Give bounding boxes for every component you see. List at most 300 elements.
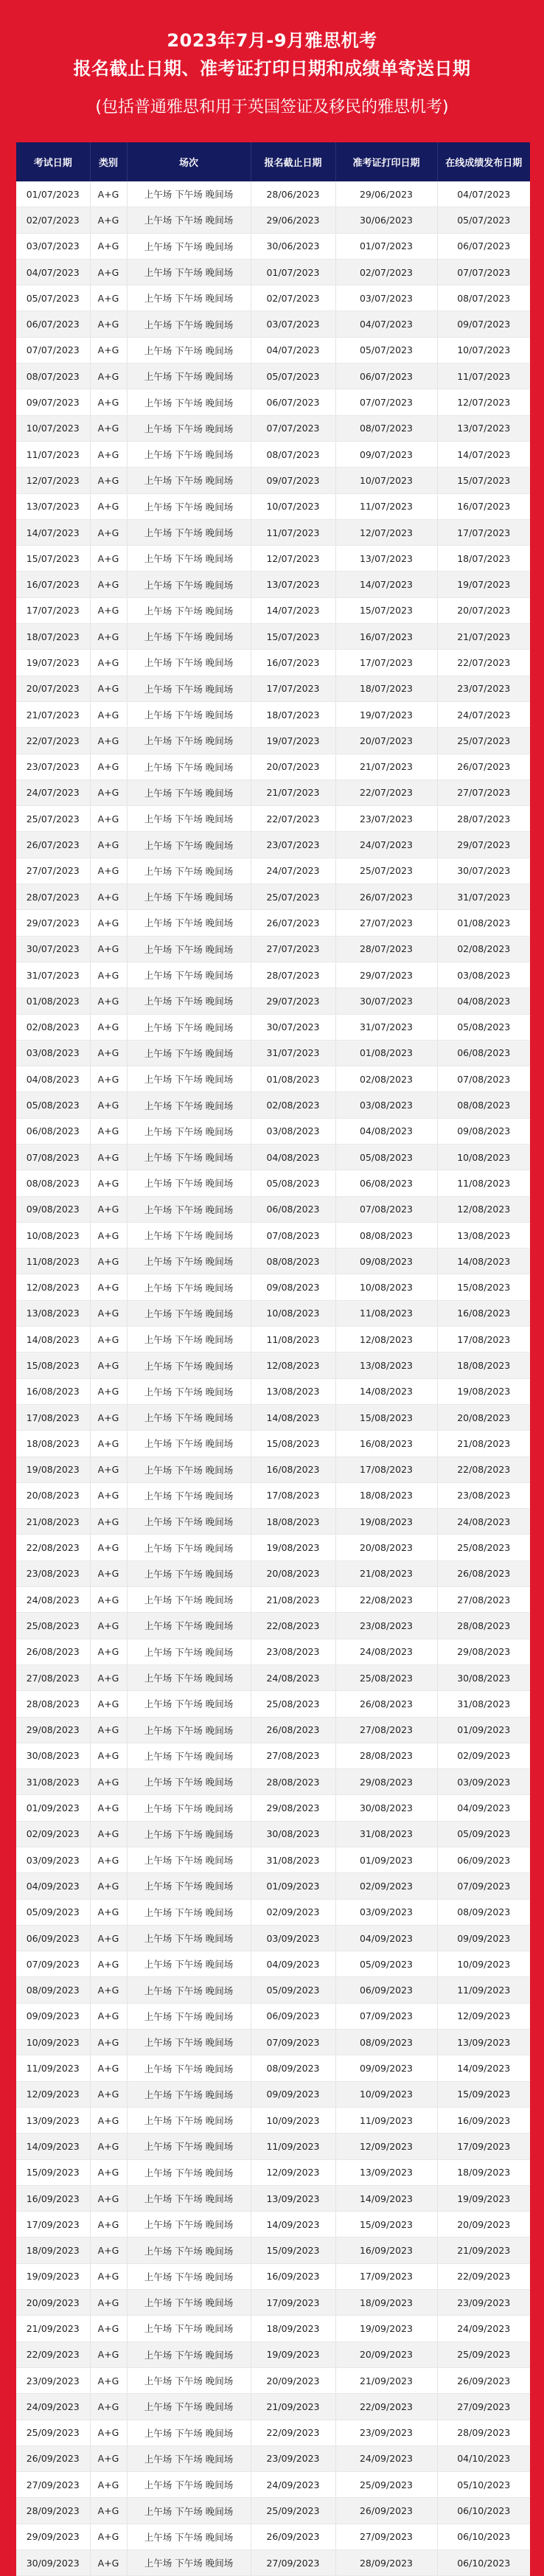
cell-online-result-date: 13/07/2023 <box>437 415 530 441</box>
cell-admission-ticket-print-date: 12/09/2023 <box>335 2134 437 2159</box>
table-row <box>16 2134 530 2159</box>
cell-registration-deadline: 09/08/2023 <box>251 1274 335 1300</box>
cell-online-result-date: 25/07/2023 <box>437 728 530 754</box>
cell-admission-ticket-print-date: 08/09/2023 <box>335 2030 437 2055</box>
cell-admission-ticket-print-date: 13/07/2023 <box>335 546 437 572</box>
table-row <box>16 285 530 311</box>
cell-registration-deadline: 24/08/2023 <box>251 1664 335 1690</box>
cell-category: A+G <box>90 1092 127 1118</box>
cell-admission-ticket-print-date: 29/06/2023 <box>335 181 437 207</box>
table-row <box>16 546 530 572</box>
cell-exam-date: 13/09/2023 <box>16 2107 90 2133</box>
cell-online-result-date: 10/08/2023 <box>437 1144 530 1170</box>
cell-online-result-date: 16/08/2023 <box>437 1300 530 1326</box>
table-row <box>16 2290 530 2316</box>
cell-exam-date: 03/07/2023 <box>16 233 90 259</box>
cell-registration-deadline: 13/09/2023 <box>251 2185 335 2211</box>
cell-category: A+G <box>90 936 127 962</box>
table-row <box>16 1353 530 1378</box>
cell-exam-date: 11/08/2023 <box>16 1249 90 1274</box>
cell-category: A+G <box>90 728 127 754</box>
cell-admission-ticket-print-date: 02/09/2023 <box>335 1873 437 1899</box>
cell-sessions: 上午场 下午场 晚间场 <box>127 285 251 311</box>
cell-registration-deadline: 10/08/2023 <box>251 1300 335 1326</box>
cell-registration-deadline: 03/09/2023 <box>251 1925 335 1951</box>
cell-category: A+G <box>90 1327 127 1353</box>
cell-category: A+G <box>90 2107 127 2133</box>
cell-online-result-date: 30/07/2023 <box>437 858 530 883</box>
cell-sessions: 上午场 下午场 晚间场 <box>127 2472 251 2498</box>
cell-category: A+G <box>90 1743 127 1768</box>
table-row <box>16 415 530 441</box>
cell-exam-date: 28/09/2023 <box>16 2498 90 2524</box>
table-row <box>16 1378 530 1404</box>
cell-category: A+G <box>90 2550 127 2576</box>
table-row <box>16 728 530 754</box>
cell-registration-deadline: 30/06/2023 <box>251 233 335 259</box>
cell-online-result-date: 19/08/2023 <box>437 1378 530 1404</box>
cell-registration-deadline: 06/08/2023 <box>251 1196 335 1222</box>
cell-admission-ticket-print-date: 25/08/2023 <box>335 1664 437 1690</box>
cell-registration-deadline: 02/07/2023 <box>251 285 335 311</box>
page-title-line-1: 2023年7月-9月雅思机考 <box>167 30 377 51</box>
cell-exam-date: 21/09/2023 <box>16 2316 90 2341</box>
cell-online-result-date: 29/07/2023 <box>437 832 530 858</box>
cell-exam-date: 09/09/2023 <box>16 2003 90 2029</box>
cell-online-result-date: 18/09/2023 <box>437 2159 530 2185</box>
cell-sessions: 上午场 下午场 晚间场 <box>127 1404 251 1430</box>
table-row <box>16 624 530 650</box>
cell-sessions: 上午场 下午场 晚间场 <box>127 1691 251 1717</box>
cell-online-result-date: 11/07/2023 <box>437 364 530 389</box>
cell-admission-ticket-print-date: 11/07/2023 <box>335 493 437 519</box>
cell-admission-ticket-print-date: 13/09/2023 <box>335 2159 437 2185</box>
cell-sessions: 上午场 下午场 晚间场 <box>127 1274 251 1300</box>
cell-sessions: 上午场 下午场 晚间场 <box>127 858 251 883</box>
cell-category: A+G <box>90 2316 127 2341</box>
cell-registration-deadline: 13/07/2023 <box>251 572 335 597</box>
cell-exam-date: 17/07/2023 <box>16 597 90 623</box>
cell-registration-deadline: 10/07/2023 <box>251 493 335 519</box>
table-row <box>16 2341 530 2367</box>
cell-registration-deadline: 04/09/2023 <box>251 1951 335 1977</box>
cell-admission-ticket-print-date: 09/09/2023 <box>335 2055 437 2081</box>
cell-category: A+G <box>90 519 127 545</box>
table-row <box>16 1535 530 1560</box>
cell-category: A+G <box>90 1873 127 1899</box>
cell-registration-deadline: 21/09/2023 <box>251 2394 335 2420</box>
cell-exam-date: 22/08/2023 <box>16 1535 90 1560</box>
cell-admission-ticket-print-date: 21/09/2023 <box>335 2367 437 2393</box>
cell-admission-ticket-print-date: 03/09/2023 <box>335 1899 437 1925</box>
cell-category: A+G <box>90 233 127 259</box>
table-row <box>16 2498 530 2524</box>
cell-sessions: 上午场 下午场 晚间场 <box>127 233 251 259</box>
cell-sessions: 上午场 下午场 晚间场 <box>127 1717 251 1743</box>
cell-online-result-date: 16/07/2023 <box>437 493 530 519</box>
cell-category: A+G <box>90 676 127 701</box>
cell-online-result-date: 20/09/2023 <box>437 2212 530 2237</box>
cell-sessions: 上午场 下午场 晚间场 <box>127 2134 251 2159</box>
table-row <box>16 1170 530 1196</box>
cell-sessions: 上午场 下午场 晚间场 <box>127 1977 251 2003</box>
cell-online-result-date: 01/08/2023 <box>437 910 530 936</box>
table-row <box>16 1873 530 1899</box>
cell-registration-deadline: 12/08/2023 <box>251 1353 335 1378</box>
cell-sessions: 上午场 下午场 晚间场 <box>127 2185 251 2211</box>
cell-exam-date: 20/08/2023 <box>16 1482 90 1508</box>
cell-category: A+G <box>90 259 127 285</box>
cell-online-result-date: 06/10/2023 <box>437 2498 530 2524</box>
cell-sessions: 上午场 下午场 晚间场 <box>127 1170 251 1196</box>
cell-sessions: 上午场 下午场 晚间场 <box>127 1118 251 1144</box>
cell-admission-ticket-print-date: 19/08/2023 <box>335 1509 437 1535</box>
cell-online-result-date: 21/07/2023 <box>437 624 530 650</box>
cell-exam-date: 15/08/2023 <box>16 1353 90 1378</box>
cell-online-result-date: 19/07/2023 <box>437 572 530 597</box>
cell-online-result-date: 28/09/2023 <box>437 2420 530 2445</box>
cell-online-result-date: 06/09/2023 <box>437 1847 530 1873</box>
cell-sessions: 上午场 下午场 晚间场 <box>127 1743 251 1768</box>
cell-category: A+G <box>90 1795 127 1821</box>
cell-category: A+G <box>90 1431 127 1457</box>
table-row <box>16 364 530 389</box>
table-row <box>16 207 530 233</box>
cell-registration-deadline: 04/07/2023 <box>251 337 335 363</box>
cell-category: A+G <box>90 2134 127 2159</box>
cell-registration-deadline: 22/07/2023 <box>251 806 335 832</box>
cell-online-result-date: 20/08/2023 <box>437 1404 530 1430</box>
cell-exam-date: 04/07/2023 <box>16 259 90 285</box>
cell-exam-date: 12/08/2023 <box>16 1274 90 1300</box>
table-row <box>16 2237 530 2263</box>
table-row <box>16 2003 530 2029</box>
table-row <box>16 2316 530 2341</box>
table-row <box>16 806 530 832</box>
cell-online-result-date: 28/07/2023 <box>437 806 530 832</box>
cell-admission-ticket-print-date: 27/09/2023 <box>335 2524 437 2549</box>
cell-category: A+G <box>90 754 127 780</box>
cell-registration-deadline: 29/06/2023 <box>251 207 335 233</box>
cell-sessions: 上午场 下午场 晚间场 <box>127 1639 251 1664</box>
cell-online-result-date: 31/07/2023 <box>437 884 530 910</box>
table-row <box>16 2394 530 2420</box>
cell-category: A+G <box>90 2367 127 2393</box>
cell-exam-date: 11/09/2023 <box>16 2055 90 2081</box>
cell-category: A+G <box>90 2498 127 2524</box>
cell-online-result-date: 05/07/2023 <box>437 207 530 233</box>
cell-registration-deadline: 31/07/2023 <box>251 1040 335 1066</box>
cell-sessions: 上午场 下午场 晚间场 <box>127 1092 251 1118</box>
cell-category: A+G <box>90 1639 127 1664</box>
cell-category: A+G <box>90 1769 127 1795</box>
cell-admission-ticket-print-date: 26/07/2023 <box>335 884 437 910</box>
cell-sessions: 上午场 下午场 晚间场 <box>127 1535 251 1560</box>
cell-category: A+G <box>90 1613 127 1639</box>
cell-sessions: 上午场 下午场 晚间场 <box>127 441 251 467</box>
cell-category: A+G <box>90 2185 127 2211</box>
page-subtitle: (包括普通雅思和用于英国签证及移民的雅思机考) <box>95 98 449 117</box>
cell-registration-deadline: 20/09/2023 <box>251 2367 335 2393</box>
cell-registration-deadline: 14/08/2023 <box>251 1404 335 1430</box>
cell-exam-date: 05/09/2023 <box>16 1899 90 1925</box>
cell-category: A+G <box>90 962 127 987</box>
cell-sessions: 上午场 下午场 晚间场 <box>127 624 251 650</box>
cell-sessions: 上午场 下午场 晚间场 <box>127 1482 251 1508</box>
cell-sessions: 上午场 下午场 晚间场 <box>127 962 251 987</box>
cell-sessions: 上午场 下午场 晚间场 <box>127 2524 251 2549</box>
table-row <box>16 1014 530 1040</box>
cell-sessions: 上午场 下午场 晚间场 <box>127 1353 251 1378</box>
cell-sessions: 上午场 下午场 晚间场 <box>127 259 251 285</box>
cell-registration-deadline: 01/07/2023 <box>251 259 335 285</box>
table-row <box>16 1664 530 1690</box>
cell-admission-ticket-print-date: 10/09/2023 <box>335 2081 437 2107</box>
cell-category: A+G <box>90 546 127 572</box>
table-row <box>16 701 530 727</box>
cell-online-result-date: 03/09/2023 <box>437 1769 530 1795</box>
cell-sessions: 上午场 下午场 晚间场 <box>127 676 251 701</box>
table-body <box>16 181 530 2576</box>
cell-sessions: 上午场 下午场 晚间场 <box>127 1014 251 1040</box>
cell-category: A+G <box>90 858 127 883</box>
cell-admission-ticket-print-date: 10/07/2023 <box>335 468 437 493</box>
cell-online-result-date: 15/07/2023 <box>437 468 530 493</box>
cell-category: A+G <box>90 1587 127 1613</box>
cell-admission-ticket-print-date: 11/08/2023 <box>335 1300 437 1326</box>
cell-registration-deadline: 11/07/2023 <box>251 519 335 545</box>
cell-exam-date: 07/09/2023 <box>16 1951 90 1977</box>
cell-category: A+G <box>90 597 127 623</box>
cell-exam-date: 20/07/2023 <box>16 676 90 701</box>
cell-admission-ticket-print-date: 10/08/2023 <box>335 1274 437 1300</box>
cell-admission-ticket-print-date: 11/09/2023 <box>335 2107 437 2133</box>
cell-online-result-date: 04/10/2023 <box>437 2445 530 2471</box>
cell-category: A+G <box>90 624 127 650</box>
cell-online-result-date: 06/07/2023 <box>437 233 530 259</box>
cell-online-result-date: 19/09/2023 <box>437 2185 530 2211</box>
cell-category: A+G <box>90 493 127 519</box>
cell-registration-deadline: 16/09/2023 <box>251 2263 335 2289</box>
cell-exam-date: 26/09/2023 <box>16 2445 90 2471</box>
cell-exam-date: 31/07/2023 <box>16 962 90 987</box>
cell-registration-deadline: 02/09/2023 <box>251 1899 335 1925</box>
cell-sessions: 上午场 下午场 晚间场 <box>127 780 251 805</box>
cell-admission-ticket-print-date: 24/07/2023 <box>335 832 437 858</box>
cell-sessions: 上午场 下午场 晚间场 <box>127 701 251 727</box>
cell-registration-deadline: 09/09/2023 <box>251 2081 335 2107</box>
cell-online-result-date: 30/08/2023 <box>437 1664 530 1690</box>
table-row <box>16 2472 530 2498</box>
cell-sessions: 上午场 下午场 晚间场 <box>127 910 251 936</box>
table-row <box>16 311 530 337</box>
cell-category: A+G <box>90 364 127 389</box>
cell-exam-date: 15/09/2023 <box>16 2159 90 2185</box>
page-title-line-2: 报名截止日期、准考证打印日期和成绩单寄送日期 <box>73 58 471 79</box>
cell-exam-date: 24/08/2023 <box>16 1587 90 1613</box>
cell-online-result-date: 24/07/2023 <box>437 701 530 727</box>
cell-exam-date: 23/09/2023 <box>16 2367 90 2393</box>
cell-online-result-date: 08/08/2023 <box>437 1092 530 1118</box>
cell-category: A+G <box>90 2030 127 2055</box>
cell-category: A+G <box>90 1040 127 1066</box>
cell-exam-date: 21/07/2023 <box>16 701 90 727</box>
cell-category: A+G <box>90 2394 127 2420</box>
cell-category: A+G <box>90 1535 127 1560</box>
cell-online-result-date: 01/09/2023 <box>437 1717 530 1743</box>
cell-registration-deadline: 04/08/2023 <box>251 1144 335 1170</box>
cell-registration-deadline: 06/09/2023 <box>251 2003 335 2029</box>
cell-admission-ticket-print-date: 24/08/2023 <box>335 1639 437 1664</box>
cell-online-result-date: 08/07/2023 <box>437 285 530 311</box>
cell-category: A+G <box>90 1717 127 1743</box>
cell-sessions: 上午场 下午场 晚间场 <box>127 2316 251 2341</box>
cell-online-result-date: 07/07/2023 <box>437 259 530 285</box>
cell-exam-date: 30/07/2023 <box>16 936 90 962</box>
cell-admission-ticket-print-date: 31/08/2023 <box>335 1821 437 1847</box>
cell-registration-deadline: 18/07/2023 <box>251 701 335 727</box>
table-row <box>16 2550 530 2576</box>
cell-registration-deadline: 01/08/2023 <box>251 1066 335 1092</box>
cell-exam-date: 25/09/2023 <box>16 2420 90 2445</box>
cell-exam-date: 04/08/2023 <box>16 1066 90 1092</box>
table-row <box>16 2081 530 2107</box>
table-row <box>16 1821 530 1847</box>
cell-admission-ticket-print-date: 15/07/2023 <box>335 597 437 623</box>
cell-online-result-date: 08/09/2023 <box>437 1899 530 1925</box>
cell-admission-ticket-print-date: 08/07/2023 <box>335 415 437 441</box>
cell-admission-ticket-print-date: 05/07/2023 <box>335 337 437 363</box>
cell-online-result-date: 25/08/2023 <box>437 1535 530 1560</box>
cell-exam-date: 22/07/2023 <box>16 728 90 754</box>
cell-admission-ticket-print-date: 06/07/2023 <box>335 364 437 389</box>
cell-sessions: 上午场 下午场 晚间场 <box>127 2055 251 2081</box>
cell-registration-deadline: 22/08/2023 <box>251 1613 335 1639</box>
cell-online-result-date: 25/09/2023 <box>437 2341 530 2367</box>
cell-exam-date: 12/07/2023 <box>16 468 90 493</box>
cell-admission-ticket-print-date: 21/07/2023 <box>335 754 437 780</box>
cell-online-result-date: 27/09/2023 <box>437 2394 530 2420</box>
cell-exam-date: 25/07/2023 <box>16 806 90 832</box>
cell-category: A+G <box>90 2290 127 2316</box>
cell-online-result-date: 14/09/2023 <box>437 2055 530 2081</box>
cell-category: A+G <box>90 2263 127 2289</box>
cell-sessions: 上午场 下午场 晚间场 <box>127 884 251 910</box>
cell-online-result-date: 11/09/2023 <box>437 1977 530 2003</box>
cell-category: A+G <box>90 1560 127 1586</box>
cell-admission-ticket-print-date: 12/07/2023 <box>335 519 437 545</box>
cell-sessions: 上午场 下午场 晚间场 <box>127 2263 251 2289</box>
cell-category: A+G <box>90 1144 127 1170</box>
cell-online-result-date: 02/09/2023 <box>437 1743 530 1768</box>
cell-sessions: 上午场 下午场 晚间场 <box>127 519 251 545</box>
cell-sessions: 上午场 下午场 晚间场 <box>127 389 251 415</box>
table-row <box>16 468 530 493</box>
cell-sessions: 上午场 下午场 晚间场 <box>127 1196 251 1222</box>
cell-category: A+G <box>90 2524 127 2549</box>
cell-sessions: 上午场 下午场 晚间场 <box>127 468 251 493</box>
table-row <box>16 2367 530 2393</box>
cell-exam-date: 12/09/2023 <box>16 2081 90 2107</box>
cell-online-result-date: 09/09/2023 <box>437 1925 530 1951</box>
cell-category: A+G <box>90 1222 127 1248</box>
cell-sessions: 上午场 下午场 晚间场 <box>127 2367 251 2393</box>
cell-registration-deadline: 31/08/2023 <box>251 1847 335 1873</box>
cell-exam-date: 27/07/2023 <box>16 858 90 883</box>
cell-admission-ticket-print-date: 03/07/2023 <box>335 285 437 311</box>
cell-admission-ticket-print-date: 29/07/2023 <box>335 962 437 987</box>
cell-registration-deadline: 28/06/2023 <box>251 181 335 207</box>
cell-category: A+G <box>90 2055 127 2081</box>
cell-online-result-date: 26/07/2023 <box>437 754 530 780</box>
cell-admission-ticket-print-date: 16/08/2023 <box>335 1431 437 1457</box>
cell-online-result-date: 07/08/2023 <box>437 1066 530 1092</box>
cell-registration-deadline: 30/07/2023 <box>251 1014 335 1040</box>
cell-admission-ticket-print-date: 07/09/2023 <box>335 2003 437 2029</box>
cell-registration-deadline: 20/08/2023 <box>251 1560 335 1586</box>
cell-exam-date: 17/09/2023 <box>16 2212 90 2237</box>
table-row <box>16 389 530 415</box>
cell-admission-ticket-print-date: 26/09/2023 <box>335 2498 437 2524</box>
cell-admission-ticket-print-date: 12/08/2023 <box>335 1327 437 1353</box>
cell-exam-date: 05/07/2023 <box>16 285 90 311</box>
column-header-admission-ticket-print-date: 准考证打印日期 <box>335 142 437 181</box>
cell-exam-date: 21/08/2023 <box>16 1509 90 1535</box>
cell-admission-ticket-print-date: 04/09/2023 <box>335 1925 437 1951</box>
table-row <box>16 858 530 883</box>
cell-category: A+G <box>90 311 127 337</box>
cell-online-result-date: 05/09/2023 <box>437 1821 530 1847</box>
cell-registration-deadline: 21/07/2023 <box>251 780 335 805</box>
cell-exam-date: 13/07/2023 <box>16 493 90 519</box>
cell-registration-deadline: 23/07/2023 <box>251 832 335 858</box>
cell-online-result-date: 27/07/2023 <box>437 780 530 805</box>
cell-registration-deadline: 13/08/2023 <box>251 1378 335 1404</box>
cell-admission-ticket-print-date: 23/09/2023 <box>335 2420 437 2445</box>
cell-category: A+G <box>90 181 127 207</box>
cell-registration-deadline: 27/07/2023 <box>251 936 335 962</box>
cell-admission-ticket-print-date: 01/09/2023 <box>335 1847 437 1873</box>
table-row <box>16 988 530 1014</box>
cell-online-result-date: 16/09/2023 <box>437 2107 530 2133</box>
column-header-online-result-date: 在线成绩发布日期 <box>437 142 530 181</box>
cell-registration-deadline: 09/07/2023 <box>251 468 335 493</box>
cell-admission-ticket-print-date: 21/08/2023 <box>335 1560 437 1586</box>
cell-exam-date: 11/07/2023 <box>16 441 90 467</box>
cell-exam-date: 24/09/2023 <box>16 2394 90 2420</box>
table-row <box>16 2212 530 2237</box>
cell-category: A+G <box>90 806 127 832</box>
cell-exam-date: 31/08/2023 <box>16 1769 90 1795</box>
cell-admission-ticket-print-date: 02/07/2023 <box>335 259 437 285</box>
cell-registration-deadline: 29/07/2023 <box>251 988 335 1014</box>
cell-exam-date: 27/09/2023 <box>16 2472 90 2498</box>
table-row <box>16 1613 530 1639</box>
table-row <box>16 1300 530 1326</box>
cell-admission-ticket-print-date: 27/07/2023 <box>335 910 437 936</box>
cell-sessions: 上午场 下午场 晚间场 <box>127 1664 251 1690</box>
cell-exam-date: 25/08/2023 <box>16 1613 90 1639</box>
cell-sessions: 上午场 下午场 晚间场 <box>127 728 251 754</box>
cell-online-result-date: 02/08/2023 <box>437 936 530 962</box>
cell-admission-ticket-print-date: 22/07/2023 <box>335 780 437 805</box>
table-row <box>16 1691 530 1717</box>
cell-sessions: 上午场 下午场 晚间场 <box>127 2498 251 2524</box>
cell-admission-ticket-print-date: 20/09/2023 <box>335 2341 437 2367</box>
cell-admission-ticket-print-date: 01/07/2023 <box>335 233 437 259</box>
cell-admission-ticket-print-date: 24/09/2023 <box>335 2445 437 2471</box>
table-row <box>16 1118 530 1144</box>
